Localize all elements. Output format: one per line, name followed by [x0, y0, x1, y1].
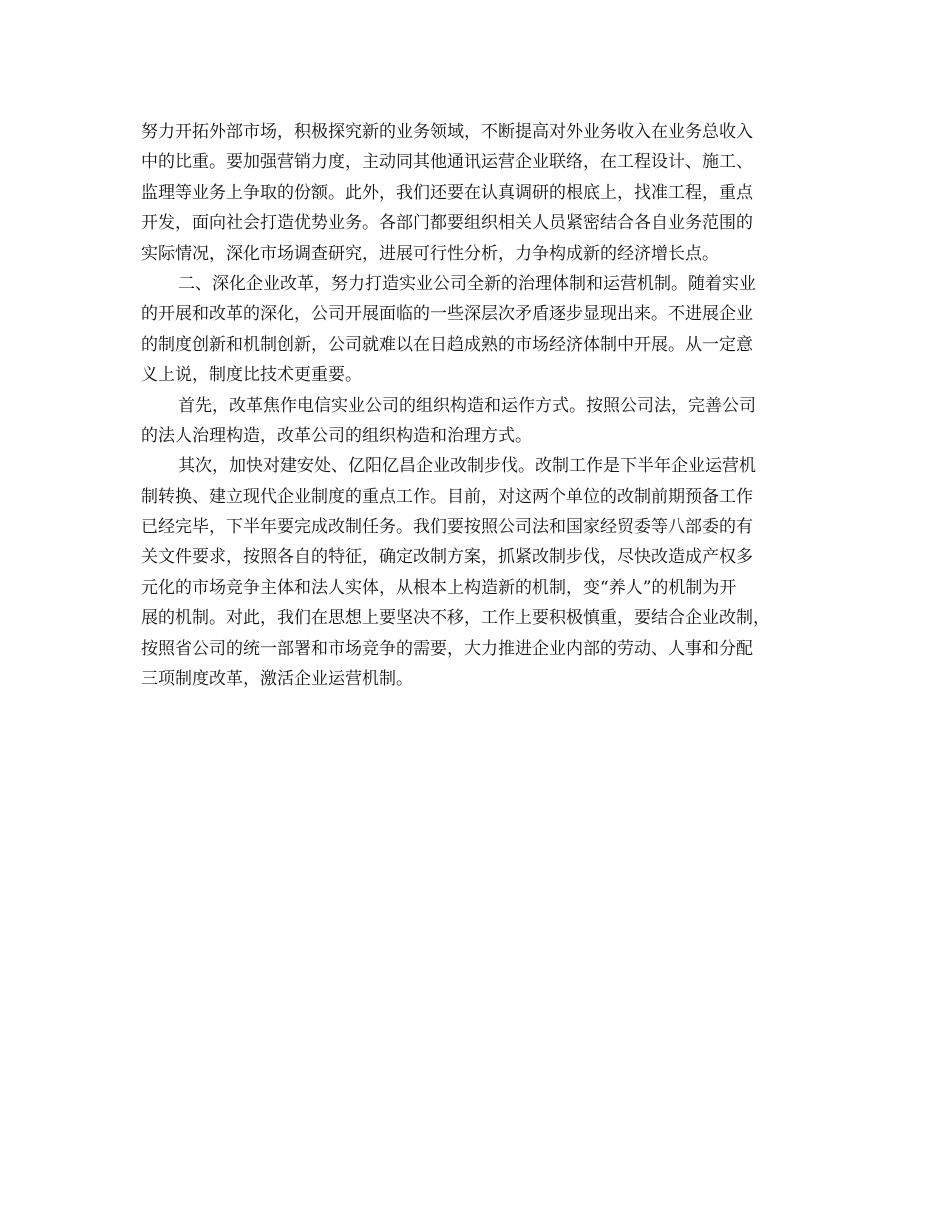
text-line: 其次，加快对建安处、亿阳亿昌企业改制步伐。改制工作是下半年企业运营机 — [178, 456, 756, 477]
paragraph-enterprise-reform — [141, 269, 821, 391]
text-line: 二、深化企业改革，努力打造实业公司全新的治理体制和运营机制。随着实业 — [178, 273, 756, 294]
text-line: 关文件要求，按照各自的特征，确定改制方案，抓紧改制步伐，尽快改造成产权多 — [141, 547, 753, 568]
text-line: 三项制度改革，激活企业运营机制。 — [141, 669, 413, 690]
text-line: 努力开拓外部市场，积极探究新的业务领域，不断提高对外业务收入在业务总收入 — [141, 122, 753, 142]
text-line: 展的机制。对此，我们在思想上要坚决不移，工作上要积极慎重，要结合企业改制， — [141, 608, 770, 629]
paragraph-market-expansion — [141, 117, 821, 269]
text-line: 的法人治理构造，改革公司的组织构造和治理方式。 — [141, 425, 532, 446]
text-line: 按照省公司的统一部署和市场竞争的需要，大力推进企业内部的劳动、人事和分配 — [141, 638, 753, 659]
paragraph-organization-structure — [141, 391, 821, 452]
text-line: 首先，改革焦作电信实业公司的组织构造和运作方式。按照公司法，完善公司 — [178, 395, 756, 416]
text-line: 实际情况，深化市场调查研究，进展可行性分析，力争构成新的经济增长点。 — [141, 243, 719, 264]
text-line: 已经完毕，下半年要完成改制任务。我们要按照公司法和国家经贸委等八部委的有 — [141, 517, 753, 538]
text-line: 元化的市场竞争主体和法人实体，从根本上构造新的机制，变“养人”的机制为开 — [141, 577, 737, 598]
paragraph-restructuring-pace — [141, 451, 821, 694]
document-body — [141, 117, 821, 694]
text-line: 中的比重。要加强营销力度，主动同其他通讯运营企业联络，在工程设计、施工、 — [141, 152, 753, 173]
text-line: 的开展和改革的深化，公司开展面临的一些深层次矛盾逐步显现出来。不进展企业 — [141, 304, 753, 325]
text-line: 义上说，制度比技术更重要。 — [141, 365, 362, 386]
text-line: 开发，面向社会打造优势业务。各部门都要组织相关人员紧密结合各自业务范围的 — [141, 213, 753, 234]
text-line: 的制度创新和机制创新，公司就难以在日趋成熟的市场经济体制中开展。从一定意 — [141, 334, 753, 355]
text-line: 监理等业务上争取的份额。此外，我们还要在认真调研的根底上，找准工程，重点 — [141, 182, 753, 203]
text-line: 制转换、建立现代企业制度的重点工作。目前，对这两个单位的改制前期预备工作 — [141, 486, 753, 507]
